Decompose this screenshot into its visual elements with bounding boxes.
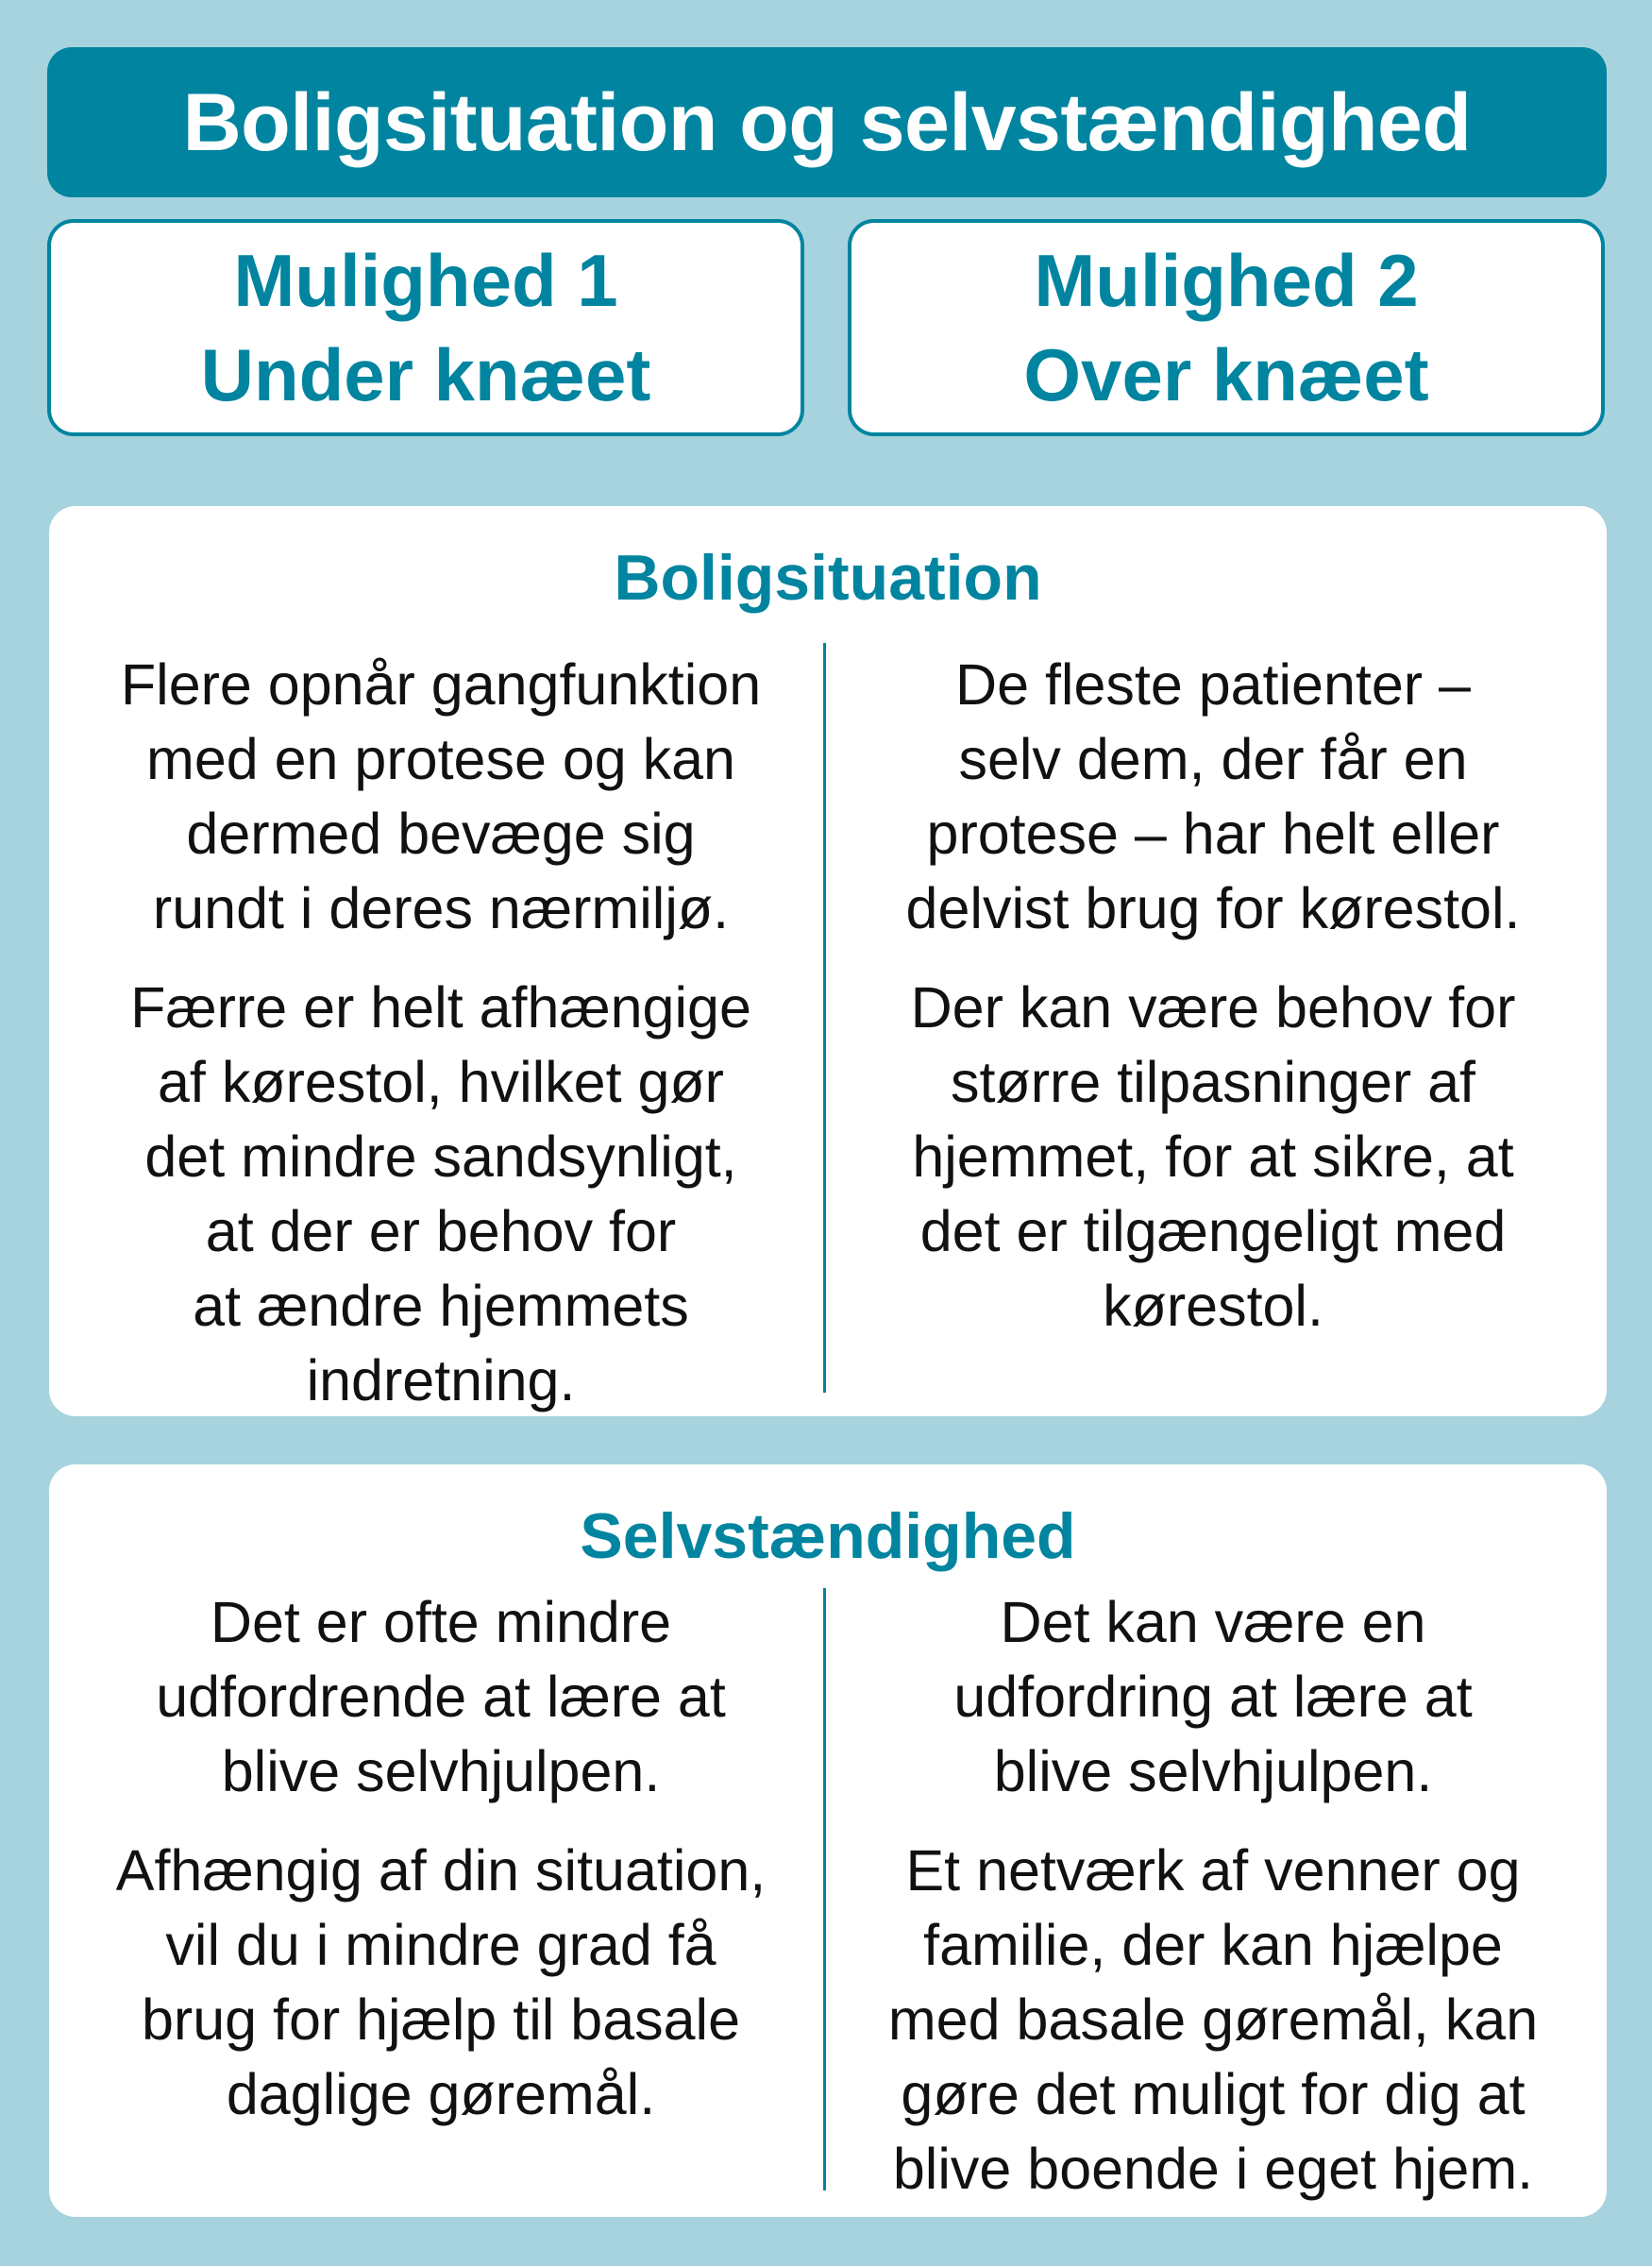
- text-line: større tilpasninger af: [951, 1050, 1475, 1114]
- text-line: familie, der kan hjælpe: [923, 1913, 1503, 1977]
- text-line: det er tilgængeligt med: [919, 1199, 1507, 1263]
- text-line: gøre det muligt for dig at: [901, 2062, 1526, 2126]
- text-line: blive boende i eget hjem.: [892, 2137, 1534, 2201]
- section-card-boligsituation: [49, 506, 1607, 1416]
- option-2-label: Mulighed 2: [1034, 239, 1419, 322]
- text-line: med en protese og kan: [146, 727, 735, 791]
- text-line: Der kan være behov for: [910, 975, 1516, 1040]
- text-line: kørestol.: [1103, 1274, 1323, 1338]
- page-title: Boligsituation og selvstændighed: [182, 76, 1472, 168]
- paragraph: [840, 1585, 1586, 1809]
- text-line: hjemmet, for at sikre, at: [912, 1125, 1514, 1189]
- paragraph: [68, 1585, 814, 1809]
- section-heading: Selvstændighed: [580, 1500, 1076, 1572]
- text-line: Et netværk af venner og: [905, 1838, 1521, 1902]
- paragraph: [68, 1834, 814, 2132]
- column-option-1: [68, 648, 814, 1443]
- text-line: protese – har helt eller: [926, 802, 1500, 866]
- text-line: blive selvhjulpen.: [221, 1739, 661, 1803]
- text-line: Afhængig af din situation,: [115, 1838, 767, 1902]
- text-line: udfordring at lære at: [953, 1665, 1473, 1729]
- title-banner: [47, 47, 1607, 197]
- text-line: udfordrende at lære at: [156, 1665, 726, 1729]
- option-2-sublabel: Over knæet: [1023, 333, 1429, 416]
- text-line: De fleste patienter –: [955, 652, 1471, 717]
- text-line: at der er behov for: [205, 1199, 677, 1263]
- section-heading: Boligsituation: [614, 542, 1042, 614]
- text-line: rundt i deres nærmiljø.: [152, 876, 730, 940]
- text-line: brug for hjælp til basale: [141, 1987, 741, 2052]
- text-line: Færre er helt afhængige: [130, 975, 751, 1040]
- option-2-box: [848, 219, 1605, 436]
- column-divider: [823, 1588, 826, 2190]
- text-line: Flere opnår gangfunktion: [120, 652, 762, 717]
- text-line: dermed bevæge sig: [186, 802, 696, 866]
- text-line: indretning.: [306, 1348, 576, 1412]
- text-line: det mindre sandsynligt,: [144, 1125, 737, 1189]
- text-line: Det er ofte mindre: [210, 1590, 672, 1654]
- text-line: af kørestol, hvilket gør: [158, 1050, 724, 1114]
- text-line: selv dem, der får en: [958, 727, 1468, 791]
- option-1-box: [47, 219, 804, 436]
- text-line: delvist brug for kørestol.: [905, 876, 1521, 940]
- paragraph: [840, 648, 1586, 946]
- paragraph: [68, 648, 814, 946]
- section-card-selvstaendighed: [49, 1464, 1607, 2217]
- column-option-2: [840, 1585, 1586, 2231]
- text-line: daglige gøremål.: [226, 2062, 656, 2126]
- option-1-sublabel: Under knæet: [200, 333, 651, 416]
- column-option-2: [840, 648, 1586, 1368]
- text-line: Det kan være en: [1000, 1590, 1426, 1654]
- text-line: at ændre hjemmets: [193, 1274, 689, 1338]
- paragraph: [840, 1834, 1586, 2207]
- paragraph: [68, 971, 814, 1418]
- text-line: blive selvhjulpen.: [993, 1739, 1433, 1803]
- text-line: med basale gøremål, kan: [887, 1987, 1539, 2052]
- column-option-1: [68, 1585, 814, 2156]
- option-1-label: Mulighed 1: [233, 239, 618, 322]
- text-line: vil du i mindre grad få: [165, 1913, 716, 1977]
- paragraph: [840, 971, 1586, 1344]
- column-divider: [823, 643, 826, 1393]
